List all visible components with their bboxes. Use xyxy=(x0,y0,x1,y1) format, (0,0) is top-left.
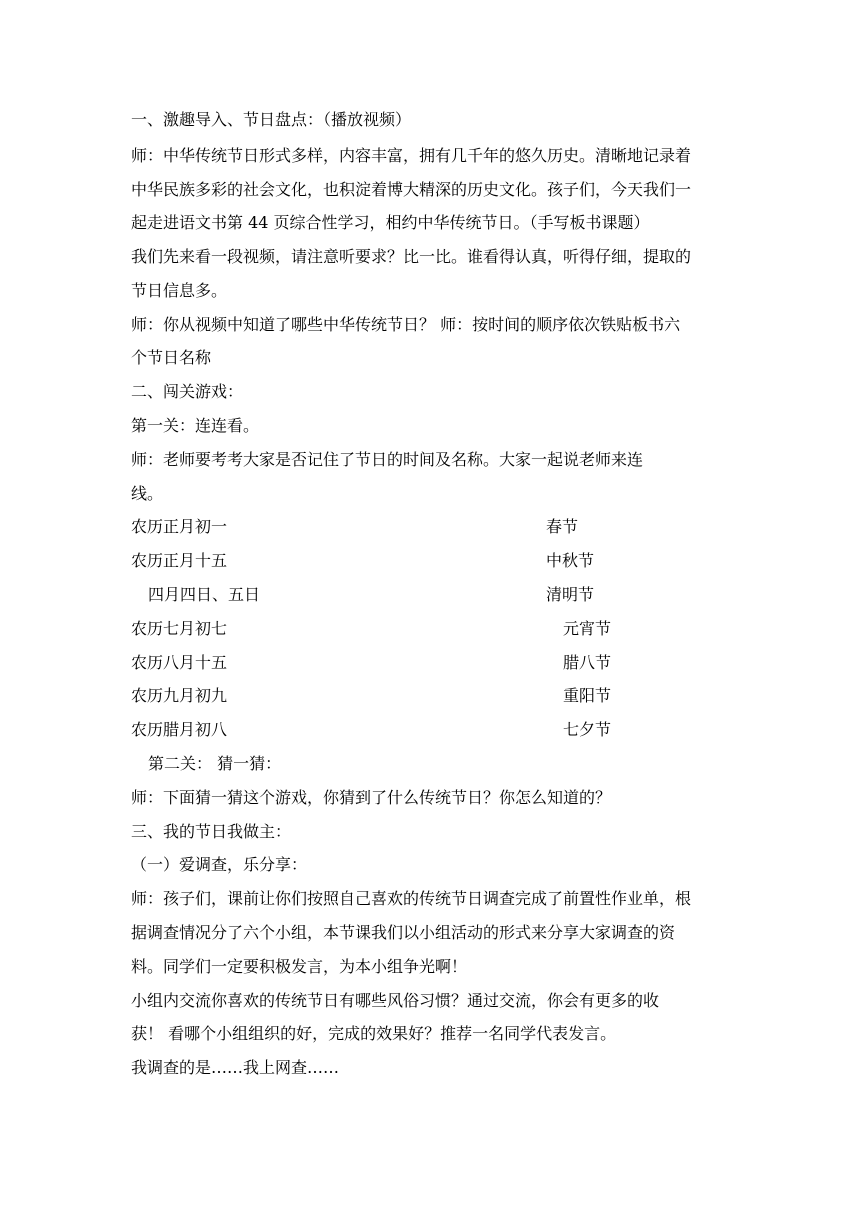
paragraph-line: 师：老师要考考大家是否记住了节日的时间及名称。大家一起说老师来连 xyxy=(131,450,644,469)
paragraph-line: 获！ 看哪个小组组织的好，完成的效果好？推荐一名同学代表发言。 xyxy=(131,1024,617,1043)
paragraph-line: 师：孩子们，课前让你们按照自己喜欢的传统节日调查完成了前置性作业单，根 xyxy=(131,889,692,908)
match-date: 农历正月十五 xyxy=(131,551,228,570)
heading-section-2: 二、闯关游戏： xyxy=(131,382,244,401)
match-festival: 清明节 xyxy=(546,585,595,604)
match-date: 农历九月初九 xyxy=(131,686,228,705)
paragraph-line: 我们先来看一段视频，请注意听要求？比一比。谁看得认真，听得仔细，提取的 xyxy=(131,247,692,266)
subheading-level-1: 第一关：连连看。 xyxy=(131,416,260,435)
match-festival: 春节 xyxy=(546,517,579,536)
paragraph-line: 个节日名称 xyxy=(131,348,212,367)
match-date: 农历八月十五 xyxy=(131,653,228,672)
paragraph-line: 据调查情况分了六个小组，本节课我们以小组活动的形式来分享大家调查的资 xyxy=(131,923,676,942)
heading-section-1: 一、激趣导入、节日盘点：（播放视频） xyxy=(131,110,412,129)
match-date: 农历七月初七 xyxy=(131,619,228,638)
match-festival: 中秋节 xyxy=(546,551,595,570)
paragraph-line: 师：你从视频中知道了哪些中华传统节日？ 师：按时间的顺序依次铁贴板书六 xyxy=(131,315,681,334)
paragraph-line: 师：下面猜一猜这个游戏，你猜到了什么传统节日？你怎么知道的？ xyxy=(131,788,612,807)
subheading-part-1: （一）爱调查，乐分享： xyxy=(131,855,308,874)
subheading-level-2: 第二关： 猜一猜： xyxy=(148,754,282,773)
match-date: 四月四日、五日 xyxy=(148,585,261,604)
paragraph-line: 小组内交流你喜欢的传统节日有哪些风俗习惯？通过交流，你会有更多的收 xyxy=(131,991,660,1010)
paragraph-line: 中华民族多彩的社会文化，也积淀着博大精深的历史文化。孩子们，今天我们一 xyxy=(131,180,692,199)
match-festival: 七夕节 xyxy=(563,720,612,739)
paragraph-line: 起走进语文书第 44 页综合性学习，相约中华传统节日。（手写板书课题） xyxy=(131,213,650,232)
match-date: 农历正月初一 xyxy=(131,517,228,536)
paragraph-line: 线。 xyxy=(131,484,164,503)
match-festival: 腊八节 xyxy=(563,653,612,672)
match-date: 农历腊月初八 xyxy=(131,720,228,739)
paragraph-line: 料。同学们一定要积极发言，为本小组争光啊！ xyxy=(131,957,468,976)
paragraph-line: 师：中华传统节日形式多样，内容丰富，拥有几千年的悠久历史。清晰地记录着 xyxy=(131,146,692,165)
match-festival: 重阳节 xyxy=(563,686,612,705)
paragraph-line: 我调查的是……我上网查…… xyxy=(131,1058,340,1077)
heading-section-3: 三、我的节日我做主： xyxy=(131,822,292,841)
paragraph-line: 节日信息多。 xyxy=(131,281,228,300)
match-festival: 元宵节 xyxy=(563,619,612,638)
